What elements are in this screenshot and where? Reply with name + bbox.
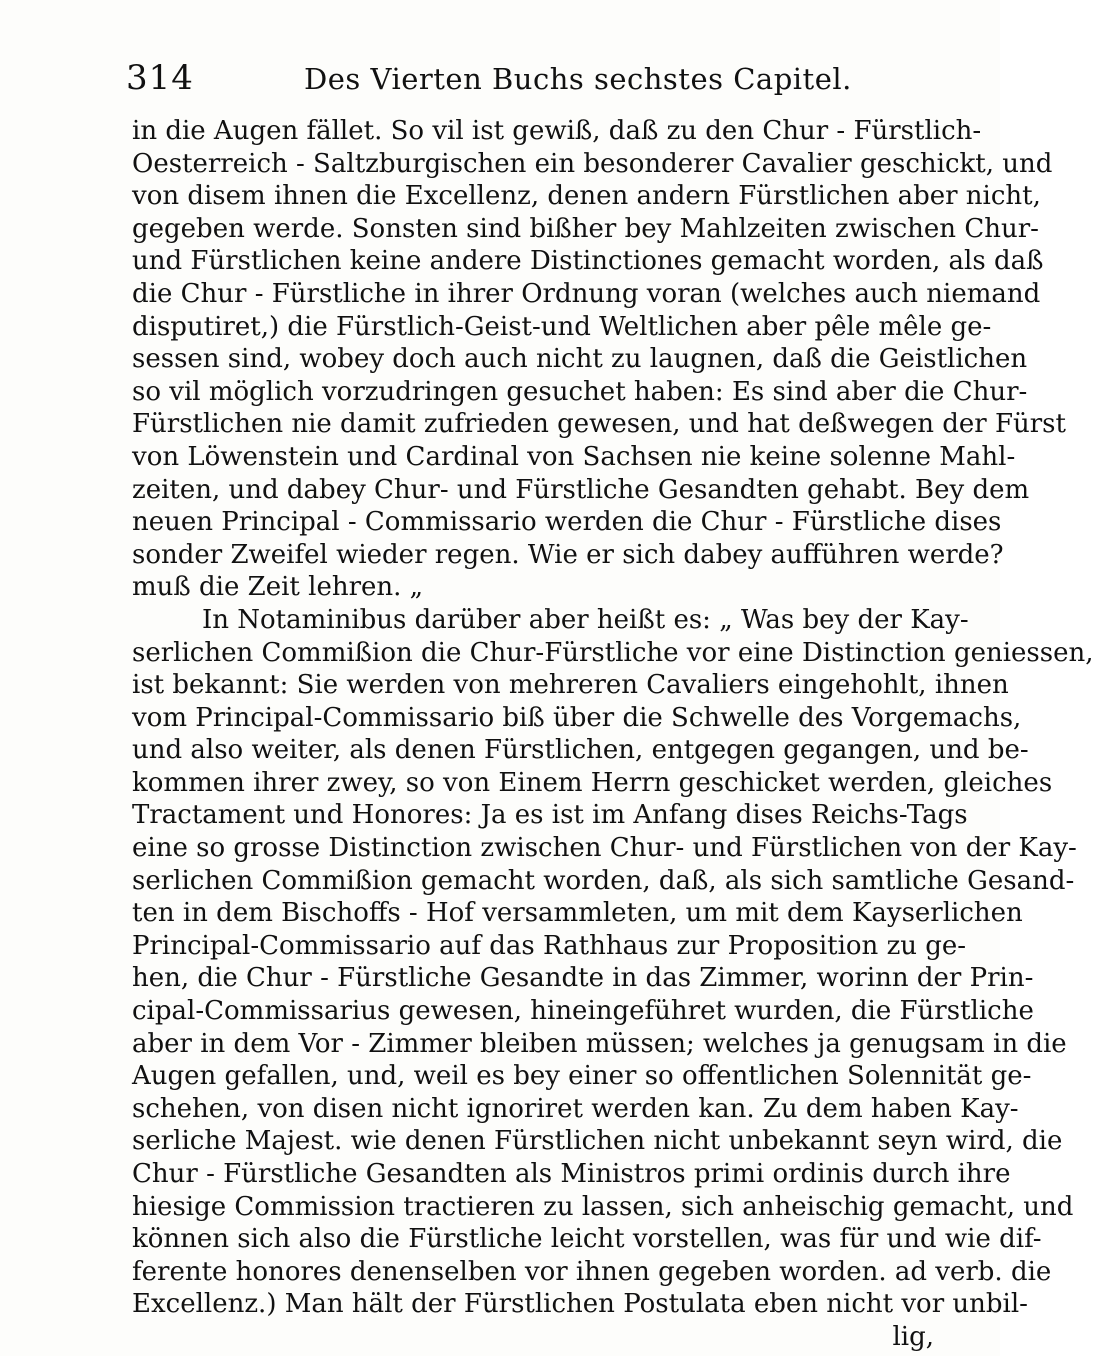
page-header — [126, 52, 852, 102]
text-line: sonder Zweifel wieder regen. Wie er sich dabey aufführen werde? — [132, 539, 1004, 570]
text-line: Fürstlichen nie damit zufrieden gewesen, und hat deßwegen der Fürst — [132, 409, 1066, 440]
body-text — [132, 115, 1094, 1354]
text-line: hiesige Commission tractieren zu lassen, sich anheischig gemacht, und — [132, 1191, 1074, 1222]
text-line: und Fürstlichen keine andere Distinctiones gemacht worden, als daß — [132, 246, 1044, 277]
text-line: eine so grosse Distinction zwischen Chur- und Fürstlichen von der Kay- — [132, 833, 1077, 864]
text-line: hen, die Chur - Fürstliche Gesandte in das Zimmer, worinn der Prin- — [132, 963, 1034, 994]
text-line: vom Principal-Commissario biß über die Schwelle des Vorgemachs, — [132, 702, 1022, 733]
text-line: kommen ihrer zwey, so von Einem Herrn geschicket werden, gleiches — [132, 767, 1053, 798]
text-line: zeiten, und dabey Chur- und Fürstliche Gesandten gehabt. Bey dem — [132, 474, 1030, 505]
text-line: aber in dem Vor - Zimmer bleiben müssen; welches ja genugsam in die — [132, 1028, 1067, 1059]
text-line: schehen, von disen nicht ignoriret werden kan. Zu dem haben Kay- — [132, 1093, 1019, 1124]
text-line: ten in dem Bischoffs - Hof versammleten, um mit dem Kayserlichen — [132, 898, 1023, 929]
text-line: Augen gefallen, und, weil es bey einer so offentlichen Solennität ge- — [132, 1061, 1032, 1092]
text-line: Chur - Fürstliche Gesandten als Ministros primi ordinis durch ihre — [132, 1159, 1011, 1189]
text-line: Principal-Commissario auf das Rathhaus zur Proposition zu ge- — [132, 930, 967, 961]
text-line: serlichen Commißion die Chur-Fürstliche vor eine Distinction geniessen, — [132, 637, 1094, 668]
text-line: Oesterreich - Saltzburgischen ein besonderer Cavalier geschickt, und — [132, 148, 1053, 179]
text-line: serliche Majest. wie denen Fürstlichen nicht unbekannt seyn wird, die — [132, 1126, 1063, 1157]
text-line: Excellenz.) Man hält der Fürstlichen Postulata eben nicht vor unbil- — [132, 1289, 1028, 1320]
text-line: cipal-Commissarius gewesen, hineingeführet wurden, die Fürstliche — [132, 996, 1034, 1027]
text-line: ferente honores denenselben vor ihnen gegeben worden. ad verb. die — [132, 1256, 1052, 1287]
text-line: muß die Zeit lehren. „ — [132, 572, 424, 603]
text-line: so vil möglich vorzudringen gesuchet haben: Es sind aber die Chur- — [132, 376, 1028, 407]
text-line: von disem ihnen die Excellenz, denen andern Fürstlichen aber nicht, — [132, 181, 1041, 212]
catchword-line: lig, — [892, 1321, 934, 1352]
text-line: in die Augen fället. So vil ist gewiß, daß zu den Chur - Fürstlich- — [132, 116, 982, 146]
text-line: disputiret,) die Fürstlich-Geist-und Weltlichen aber pêle mêle ge- — [132, 311, 992, 342]
text-line: von Löwenstein und Cardinal von Sachsen nie keine solenne Mahl- — [132, 441, 1016, 472]
paragraph-start-line: In Notaminibus darüber aber heißt es: „ Was bey der Kay- — [202, 604, 969, 635]
text-line: serlichen Commißion gemacht worden, daß, als sich samtliche Gesand- — [132, 865, 1075, 896]
text-line: gegeben werde. Sonsten sind bißher bey Mahlzeiten zwischen Chur- — [132, 213, 1039, 244]
text-line: sessen sind, wobey doch auch nicht zu laugnen, daß die Geistlichen — [132, 344, 1028, 375]
running-head: Des Vierten Buchs sechstes Capitel. — [304, 62, 852, 96]
text-line: neuen Principal - Commissario werden die Chur - Fürstliche dises — [132, 507, 1002, 538]
text-line: die Chur - Fürstliche in ihrer Ordnung voran (welches auch niemand — [132, 278, 1041, 309]
text-line: und also weiter, als denen Fürstlichen, entgegen gegangen, und be- — [132, 735, 1029, 766]
text-line: ist bekannt: Sie werden von mehreren Cavaliers eingehohlt, ihnen — [132, 670, 1009, 701]
text-line: können sich also die Fürstliche leicht vorstellen, was für und wie dif- — [132, 1224, 1042, 1255]
page-number: 314 — [126, 58, 194, 98]
text-line: Tractament und Honores: Ja es ist im Anfang dises Reichs-Tags — [132, 800, 968, 831]
